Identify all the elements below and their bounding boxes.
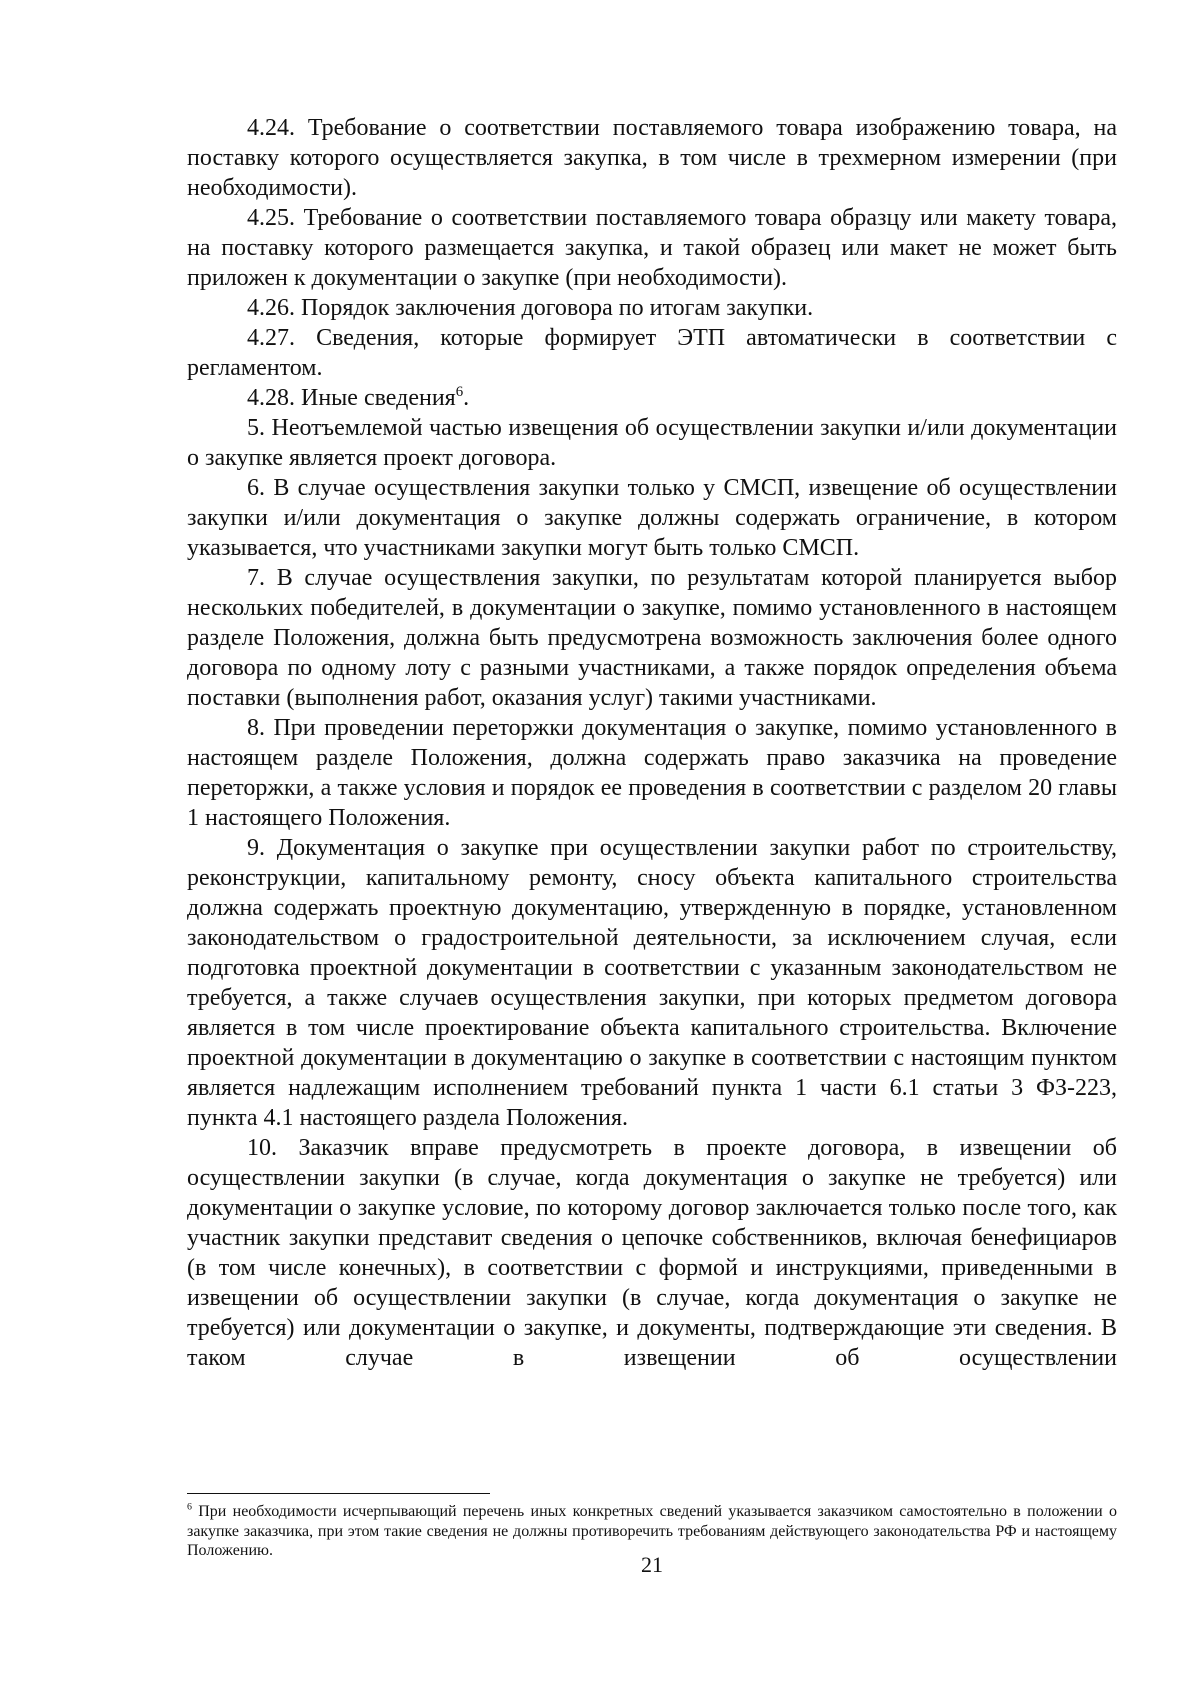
paragraph-10: 10. Заказчик вправе предусмотреть в проекте договора, в извещении об осуществлении закупки (в случае, когда документация о закупке не требуется) или документации о закупке условие, по которому договор заключается только после того, как участник закупки представит сведения о цепочке собственников, включая бенефициаров (в том числе конечных), в соответствии с формой и инструкциями, приведенными в извещении об осуществлении закупки (в случае, когда документация о закупке не требуется) или документации о закупке, и документы, подтверждающие эти сведения. В таком случае в извещении об осуществлении bbox=[187, 1135, 1117, 1371]
paragraph-7: 7. В случае осуществления закупки, по результатам которой планируется выбор нескольких победителей, в документации о закупке, помимо установленного в настоящем разделе Положения, должна быть предусмотрена возможность заключения более одного договора по одному лоту с разными участниками, а также порядок определения объема поставки (выполнения работ, оказания услуг) такими участниками. bbox=[187, 565, 1117, 711]
paragraph-4-28 bbox=[187, 383, 1117, 413]
page-number: 21 bbox=[641, 1552, 663, 1577]
paragraph-9: 9. Документация о закупке при осуществлении закупки работ по строительству, реконструкции, капитальному ремонту, сносу объекта капитального строительства должна содержать проектную документацию, утвержденную в порядке, установленном законодательством о градостроительной деятельности, за исключением случая, если подготовка проектной документации в соответствии с указанным законодательством не требуется, а также случаев осуществления закупки, при которых предметом договора является в том числе проектирование объекта капитального строительства. Включение проектной документации в документацию о закупке в соответствии с настоящим пунктом является надлежащим исполнением требований пункта 1 части 6.1 статьи 3 ФЗ-223, пункта 4.1 настоящего раздела Положения. bbox=[187, 835, 1117, 1131]
paragraph-8: 8. При проведении переторжки документация о закупке, помимо установленного в настоящем разделе Положения, должна содержать право заказчика на проведение переторжки, а также условия и порядок ее проведения в соответствии с разделом 20 главы 1 настоящего Положения. bbox=[187, 715, 1117, 831]
paragraph-4-28-end: . bbox=[463, 385, 470, 411]
paragraph-4-24: 4.24. Требование о соответствии поставляемого товара изображению товара, на поставку которого осуществляется закупка, в том числе в трехмерном измерении (при необходимости). bbox=[187, 115, 1117, 201]
paragraph-5: 5. Неотъемлемой частью извещения об осуществлении закупки и/или документации о закупке является проект договора. bbox=[187, 415, 1117, 471]
body-text bbox=[187, 113, 1117, 1373]
footnote-marker: 6 bbox=[187, 1501, 192, 1513]
footnote-reference: 6 bbox=[455, 384, 464, 400]
footnote-text: При необходимости исчерпывающий перечень иных конкретных сведений указывается заказчиком самостоятельно в положении о закупке заказчика, при этом такие сведения не должны противоречить требованиям действующего законодательства РФ и настоящему Положению. bbox=[187, 1503, 1117, 1559]
paragraph-4-25: 4.25. Требование о соответствии поставляемого товара образцу или макету товара, на поставку которого размещается закупка, и такой образец или макет не может быть приложен к документации о закупке (при необходимости). bbox=[187, 205, 1117, 291]
footnote-separator bbox=[187, 1493, 490, 1494]
paragraph-4-27: 4.27. Сведения, которые формирует ЭТП автоматически в соответствии с регламентом. bbox=[187, 325, 1117, 381]
paragraph-4-28-text: 4.28. Иные сведения bbox=[247, 385, 456, 411]
paragraph-6: 6. В случае осуществления закупки только у СМСП, извещение об осуществлении закупки и/или документация о закупке должны содержать ограничение, в котором указывается, что участниками закупки могут быть только СМСП. bbox=[187, 475, 1117, 561]
paragraph-4-26: 4.26. Порядок заключения договора по итогам закупки. bbox=[247, 295, 814, 321]
